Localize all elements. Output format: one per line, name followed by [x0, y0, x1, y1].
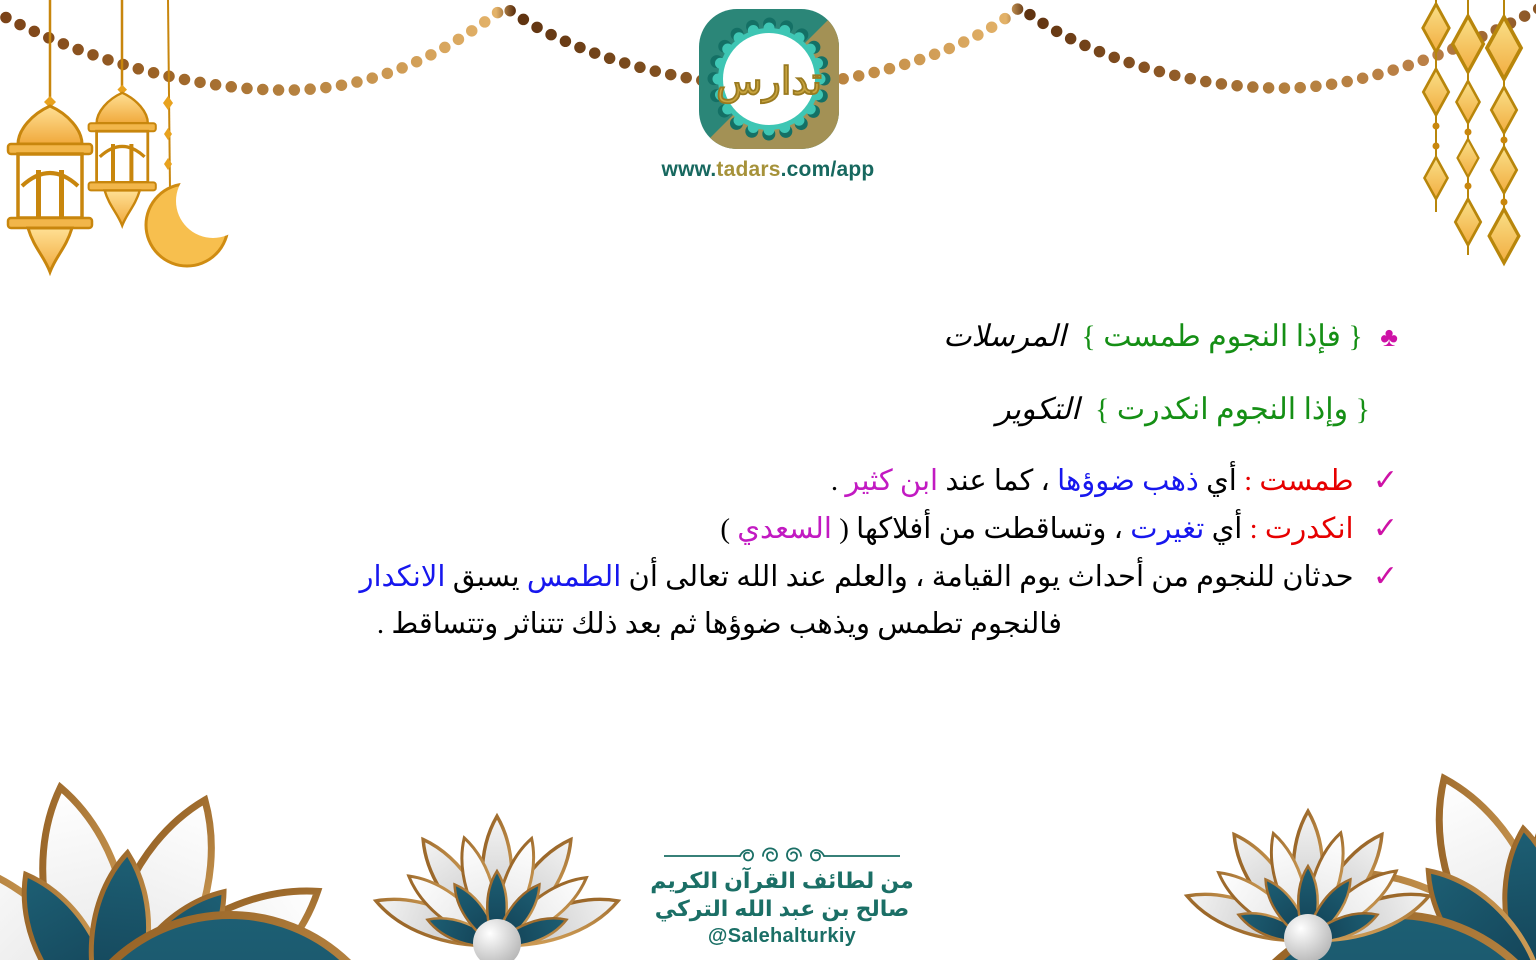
- text-segment: .: [830, 465, 839, 497]
- checkmark-icon: ✓: [1372, 559, 1398, 594]
- lantern-large: [8, 96, 92, 272]
- note-line: [118, 553, 1398, 601]
- text-segment: ذهب ضوؤها: [1049, 465, 1199, 497]
- logo-calligraphy: تدارس: [716, 58, 822, 103]
- diamond-string-1: [1423, 4, 1449, 199]
- checkmark-icon: ✓: [1372, 511, 1398, 546]
- note-line: [118, 505, 1398, 553]
- crescent-moon: [146, 164, 250, 266]
- text-segment: يسبق: [445, 561, 520, 593]
- quran-quote-mursalat: [118, 316, 1398, 358]
- footer-author: صالح بن عبد الله التركي: [654, 896, 910, 921]
- tadars-logo: [698, 8, 840, 150]
- flower-disc-right: [1220, 915, 1536, 960]
- surah-name: التكوير: [995, 393, 1080, 426]
- note-continuation: فالنجوم تطمس ويذهب ضوؤها ثم بعد ذلك تتناثر وتتساقط .: [376, 608, 1062, 640]
- diamond-string-2: [1453, 16, 1484, 245]
- flower-large-left: [0, 779, 360, 960]
- main-content: [118, 316, 1398, 648]
- text-segment: ): [720, 513, 731, 545]
- text-segment: ابن كثير: [845, 465, 939, 497]
- text-segment: تغيرت: [1122, 513, 1205, 545]
- note-line: [118, 457, 1398, 505]
- text-segment: الانكدار: [359, 561, 446, 593]
- flower-small-left: [371, 816, 623, 960]
- checkmark-icon: ✓: [1372, 463, 1398, 498]
- text-segment: أي: [1198, 465, 1237, 497]
- text-segment: حدثان للنجوم من أحداث يوم القيامة ، والعلم عند الله تعالى أن: [621, 561, 1354, 593]
- text-segment: طمست :: [1236, 465, 1354, 497]
- app-url[interactable]: [618, 158, 918, 182]
- social-handle: @Salehalturkiy: [707, 925, 857, 947]
- flower-disc-left: [60, 915, 400, 960]
- flower-large-right: [1296, 754, 1536, 960]
- club-bullet-icon: ♣: [1380, 322, 1398, 352]
- text-segment: السعدي: [737, 513, 832, 545]
- lantern-small: [89, 85, 156, 226]
- footer-title: من لطائف القرآن الكريم: [650, 868, 914, 893]
- text-segment: ، وتساقطت من أفلاكها (: [831, 513, 1123, 545]
- notes-list: [118, 457, 1398, 648]
- moon-string: [168, 0, 170, 190]
- text-segment: ، كما عند: [938, 465, 1050, 497]
- url-name: tadars: [716, 158, 781, 181]
- url-prefix: www.: [661, 158, 717, 181]
- url-suffix: .com/app: [780, 158, 875, 181]
- flower-small-right: [1182, 811, 1434, 960]
- text-segment: أي: [1204, 513, 1243, 545]
- hanging-diamonds-decoration: [1404, 0, 1536, 275]
- surah-name: المرسلات: [943, 320, 1066, 353]
- text-segment: انكدرت :: [1242, 513, 1354, 545]
- verse-text: { فإذا النجوم طمست }: [1081, 320, 1363, 353]
- verse-text: { وإذا النجوم انكدرت }: [1094, 393, 1370, 426]
- footer-divider-ornament: [664, 845, 900, 865]
- diamond-string-3: [1487, 17, 1521, 263]
- quran-quote-takwir: [118, 389, 1398, 431]
- lanterns-moon-decoration: [0, 0, 262, 290]
- text-segment: الطمس: [519, 561, 622, 593]
- footer: [622, 845, 942, 950]
